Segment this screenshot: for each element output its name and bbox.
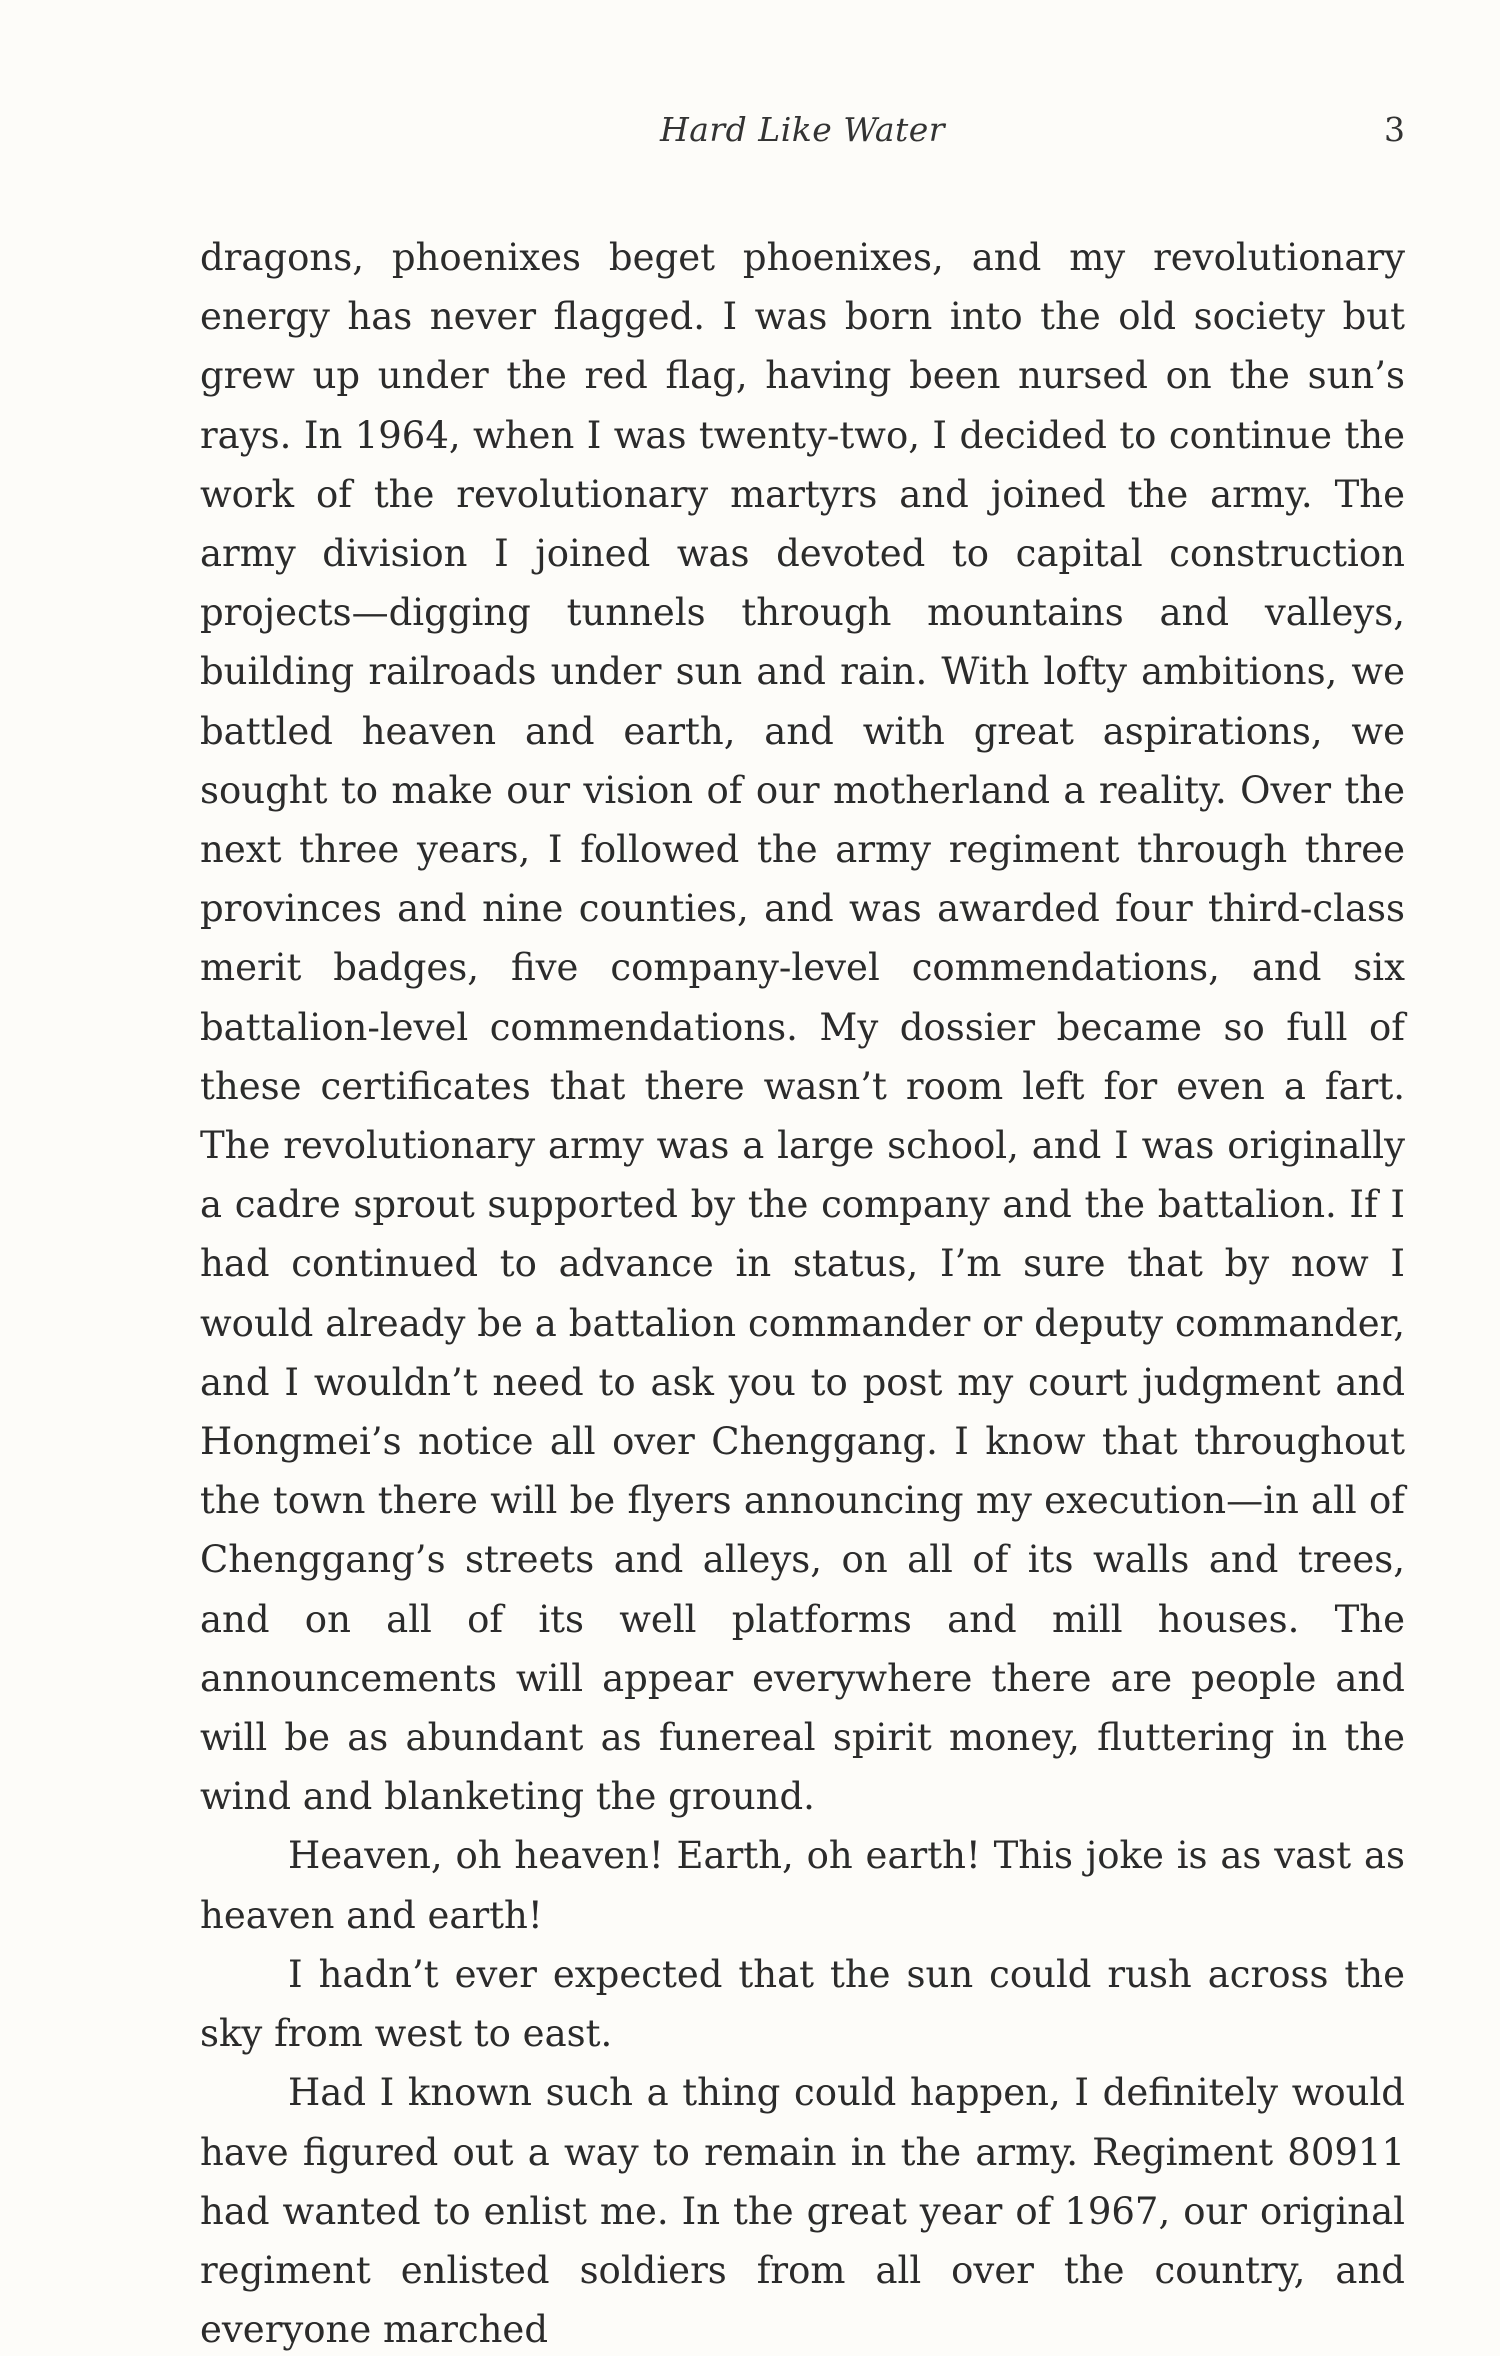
paragraph-1: dragons, phoenixes beget phoenixes, and my revolutionary energy has never flagged. I was born into the old society but grew up under the red flag, having been nursed on the sun’s rays. In 1964, when I was twenty-two, I decided to continue the work of the revolutionary martyrs and joined the army. The army division I joined was devoted to capital construction projects—digging tunnels through mountains and valleys, building railroads under sun and rain. With lofty ambitions, we battled heaven and earth, and with great aspirations, we sought to make our vision of our motherland a reality. Over the next three years, I followed the army regiment through three provinces and nine counties, and was awarded four third-class merit badges, five company-level commendations, and six battalion-level commendations. My dossier became so full of these certificates that there wasn’t room left for even a fart. The revolutionary army was a large school, and I was originally a cadre sprout supported by the company and the battalion. If I had continued to advance in status, I’m sure that by now I would already be a battalion commander or deputy commander, and I wouldn’t need to ask you to post my court judgment and Hongmei’s notice all over Chenggang. I know that throughout the town there will be flyers announcing my execution—in all of Chenggang’s streets and alleys, on all of its walls and trees, and on all of its well platforms and mill houses. The announcements will appear everywhere there are people and will be as abundant as funereal spirit money, fluttering in the wind and blanketing the ground. <box>200 236 1405 1819</box>
running-title: Hard Like Water <box>659 110 946 149</box>
page-number: 3 <box>1384 110 1405 149</box>
paragraph-2: Heaven, oh heaven! Earth, oh earth! This joke is as vast as heaven and earth! <box>200 1834 1405 1937</box>
paragraph-3: I hadn’t ever expected that the sun could rush across the sky from west to east. <box>200 1952 1405 2056</box>
body-text <box>200 228 1405 2356</box>
paragraph-4: Had I known such a thing could happen, I definitely would have figured out a way to remain in the army. Regiment 80911 had wanted to enlist me. In the great year of 1967, our original regiment enlisted soldiers from all over the country, and everyone marched <box>200 2071 1405 2352</box>
running-header <box>200 110 1405 160</box>
